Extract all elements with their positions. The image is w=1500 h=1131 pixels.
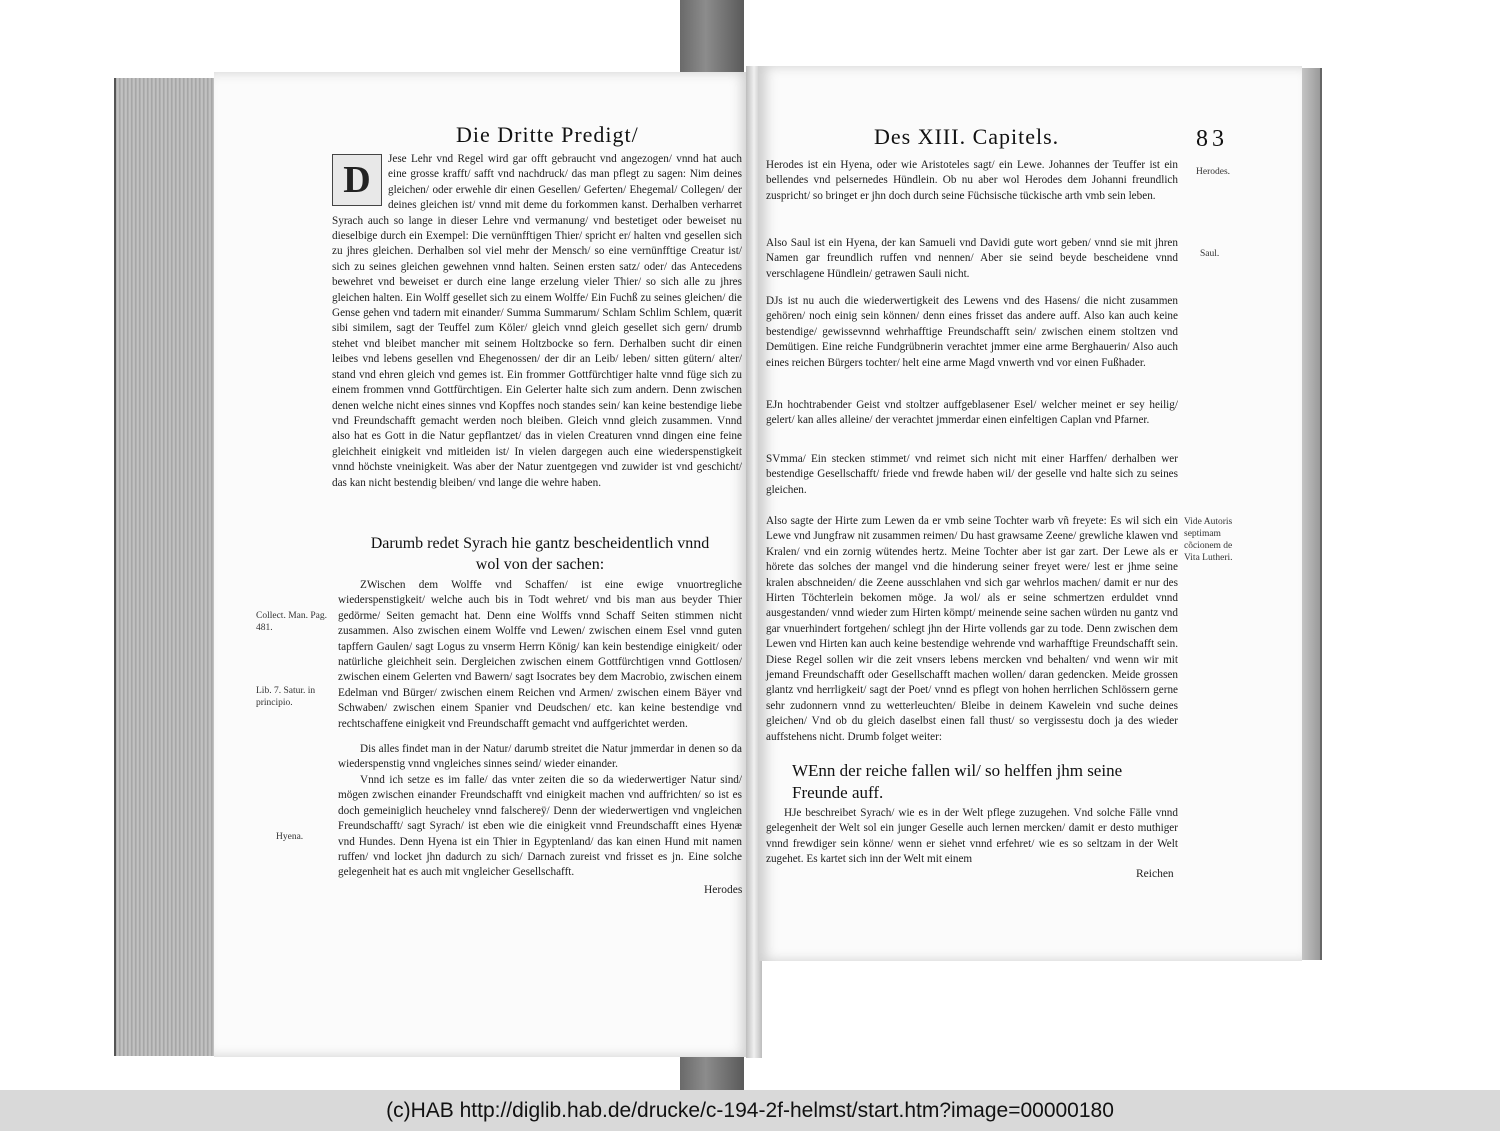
margin-note-collect: Collect. Man. Pag. 481. [256,611,327,633]
margin-note-saul: Saul. [1200,249,1220,259]
right-paragraph-5: SVmma/ Ein stecken stimmet/ vnd reimet sich nicht mit einer Harffen/ derhalben wer bestendige Gesellschafft/ friede vnd frewde haben wil/ der geselle vnd halte sich zu seines gleichen. [766,453,1178,496]
right-paragraph-6: Also sagte der Hirte zum Lewen da er vmb seine Tochter warb vñ freyete: Es wil sich ein Lewe vnd Jungfraw nit zusammen reimen/ Du hast grawsame Zeene/ grewliche klawen vnd Kralen/ vnd ein zornig wütendes hertz. Meine Tochter aber ist gar zart. Der Lewe als er hörete das solches der mangel vnd die hinderung seiner freyet were/ lest er jhme seine kralen abschneiden/ die Zeene ausschlahen vnd sich gar wehrlos machen/ damit er nur des Hirten Töchterlein bekomen möge. Ja wol/ als er seine schmertzen erduldet vnnd ausgestanden/ vnnd wieder zum Hirten kömpt/ meinende seine sachen würden nu gantz vnd gar vnuerhindert fortgehen/ schlegt jhn der Hirte vollends gar zu tode. Denn zwischen dem Lewen vnd Hirten kan auch keine bestendige wehrende vnd warhafftige Freundschafft sein. Diese Regel sollen wir die zeit vnsers lebens mercken vnd behalten/ vnd wenn wir mit jemand Freundschafft oder Gesellschafft machen wollen/ daran gedencken. Meide grossen glantz vnd herrligkeit/ sagt der Poet/ vnnd es pflegt von hohen herrlichen Schlössern gerne sehr zudonnern vnnd zu wetterleuchten/ Bleibe in deinem Kawelein vnd suche deines gleichen/ Vnd ob du gleich daselbst einen fall thust/ so vergissestu doch ja des wieder auffstehens nicht. Drumb folget weiter: [766,515,1178,743]
right-paragraph-3: DJs ist nu auch die wiederwertigkeit des Lewens vnd des Hasens/ die nicht zusammen gehören/ noch einig sein können/ denn eines frisset das andere auff. Also kan auch keine bestendige/ gewissevnnd wehrhafftige Freundschafft sein/ zwischen einem stoltzen vnd Demütigen. Eine reiche Fundgrübnerin verachtet jmmer eine arme Berghauerin/ Also auch eines reichen Bürgers tochter/ helt eine arme Magd vnwerth vnd vor einen Fußhader. [766,295,1178,369]
left-running-head: Die Dritte Predigt/ [456,122,639,147]
drop-cap-letter: D [343,159,371,201]
right-paragraph-4: EJn hochtrabender Geist vnd stoltzer auffgeblasener Esel/ welcher meinet er sey heilig/ gelert/ kan alles alleine/ der verachtet jmmerdar einen einfeltigen Caplan vnd Pfarner. [766,399,1178,427]
page-number: 83 [1196,126,1228,152]
right-page-edges [1300,68,1322,960]
margin-note-vide-autoris: Vide Autoris septimam cõcionem de Vita Lutheri. [1184,517,1233,563]
left-paragraph-2: ZWischen dem Wolffe vnd Schaffen/ ist eine ewige vnuortregliche wiederspenstigkeit/ welche auch bis in Todt wehret/ vnd bis man aus beyder Thier gedörme/ Seiten gemacht hat. Denn eine Wolffs vnnd Schaff Seiten stimmen nicht zusammen. Also zwischen einem Wolffe vnd Lewen/ zwischen einem Esel vnnd guten tapffern Gaulen/ sagt Logus zu vnserm Herrn König/ kan kein bestendige einigkeit/ oder natürliche gleichheit sein. Dergleichen zwischen einem Gottfürchtigen vnnd Gottlosen/ zwischen einem Gelerten vnd Bawern/ sagt Isocrates bey dem Macrobio, zwischen einem Edelman vnd Bürger/ zwischen einem Reichen vnd Armen/ zwischen einem Bäyer vnd Schwaben/ zwischen einem Spanier vnd Deudschen/ etc. kan keine bestendige vnd rechtschaffene einigkeit vnd Freundschafft gemacht vnd auffgerichtet werden. [338,579,742,730]
left-paragraph-4: Vnnd ich setze es im falle/ das vnter zeiten die so da wiederwertiger Natur sind/ mögen zwischen einander Freundschafft vnd einigkeit machen vnd auffrichten/ so ist es doch gemeiniglich heucheley vnnd falschereÿ/ Denn der wiederwertigen vnd vngleichen Freundschafft/ sagt Syrach/ ist eben wie die einigkeit vnnd Freundschafft eines Hyenæ vnd Hundes. Denn Hyena ist ein Thier in Egyptenland/ das kan einen Hund mit namen ruffen/ vnd locket jhn dadurch zu sich/ Darnach zureist vnd frisset es jn. Eine solche gelegenheit hat es auch mit vngleicher Gesellschafft. [338,774,742,879]
left-paragraph-3: Dis alles findet man in der Natur/ darumb streitet die Natur jmmerdar in denen so da wiederspenstig vnnd vngleiches sinnes seind/ wieder einander. [338,743,742,771]
left-page-edges [114,78,216,1056]
right-paragraph-2: Also Saul ist ein Hyena, der kan Samueli vnd Davidi gute wort geben/ vnnd sie mit jhren Namen gar freundlich ruffen vnd nennen/ Aber sie seind beyde bescheidene vnnd verschlagene Hündlein/ getrawen Sauli nicht. [766,237,1178,280]
left-section-heading: Darumb redet Syrach hie gantz bescheidentlich vnnd wol von der sachen: [370,535,710,573]
right-paragraph-7: HJe beschreibet Syrach/ wie es in der Welt pflege zuzugehen. Vnd solche Fälle vnnd gelegenheit der Welt sol ein junger Geselle auch lernen mercken/ damit er desto muthiger vnnd frewdiger sein könne/ wenn er siehet vnnd erfehret/ wie es so seltzam in der Welt zugehet. Es kartet sich inn der Welt mit einem [766,807,1178,866]
margin-note-lib7: Lib. 7. Satur. in principio. [256,686,316,708]
drop-cap-ornament [332,154,382,206]
right-paragraph-1: Herodes ist ein Hyena, oder wie Aristoteles sagt/ ein Lewe. Johannes der Teuffer ist ein bellendes vnd pelsernedes Hündlein. Ob nu aber wol Herodes dem Johanni freundlich zuspricht/ so bringet er jhn doch durch seine Füchsische tückische arth vmb sein leben. [766,159,1178,202]
left-catchword: Herodes [704,884,743,896]
right-catchword: Reichen [1136,868,1174,880]
left-paragraph-1-text: Jese Lehr vnd Regel wird gar offt gebraucht vnd angezogen/ vnnd hat auch eine grosse krafft/ safft vnd nachdruck/ das man pflegt zu sagen: Nim deines gleichen/ oder erwehle dir einen Gesellen/ Geferten/ Ehegemal/ Collegen/ der deines gleichen ist/ vnnd mit deme du forkommen kanst. Derhalben verharret Syrach auch so lange in dieser Lehre vnd vermanung/ vnd bestetiget oder beweiset nu dieselbige durch ein Exempel: Die vernünfftigen Thier/ spricht er/ halten vnd gesellen sich zu jhres gleichen. Derhalben sol viel mehr der Mensch/ so eine vernünfftige Creatur ist/ sich zu seines gleichen gewehnen vnnd halten. Seinen ersten satz/ oder/ das Antecedens bewehret vnd beweiset er durch eine lange erzelung vieler Thier/ so sich alle zu jhres gleichen halten. Ein Wolff gesellet sich zu einem Wolffe/ Ein Fuchß zu seines gleichen/ die Gense gehen vnd tadern mit einander/ Summa Summarum/ Schlam Schlim Schlem, quærit sibi similem, sagt der Teuffel zum Köler/ gleich vnnd gleich gesellet sich gern/ drumb stehet vnd bleibet mancher mit seinem Holtzbocke so fern. Derhalben sucht dir einen leibes vnd lebens gesellen vnd Ehegenossen/ der dir an Leib/ leben/ sitten gütern/ alter/ stand vnd ehren gleich vnd gemes ist. Ein frommer Gottfürchtiger halte vnnd füge sich zu einem frommen vnnd Gottfürchtigen. Ein Gelerter halte sich zum andern. Denn zwischen denen welche nicht eines sinnes vnd Kopffes noch standes sein/ kan keine bestendige liebe vnd Freundschafft gemacht werden noch bleiben. Gleich vnnd gleich zusammen. Vnnd also hat es Gott in die Natur gepflantzet/ das in vielen Creaturen vnnd dingen eine feine gleichheit einigkeit vnd mitleiden ist/ In vielen dargegen auch eine wiederspenstigkeit vnnd höchste vneinigkeit. Was aber der Natur zuentgegen vnd zuwider ist vnd geschicht/ das kan nicht bestendig bleiben/ vnd lange die wehre haben. [332,153,742,489]
right-running-head: Des XIII. Capitels. [874,124,1060,149]
copyright-footer: (c)HAB http://diglib.hab.de/drucke/c-194-2f-helmst/start.htm?image=00000180 [0,1090,1500,1131]
margin-note-herodes: Herodes. [1196,167,1231,177]
left-paragraph-1 [332,152,742,491]
right-section-heading: WEnn der reiche fallen wil/ so helffen jhm seine Freunde auff. [792,761,1123,802]
margin-note-hyena: Hyena. [276,832,304,842]
